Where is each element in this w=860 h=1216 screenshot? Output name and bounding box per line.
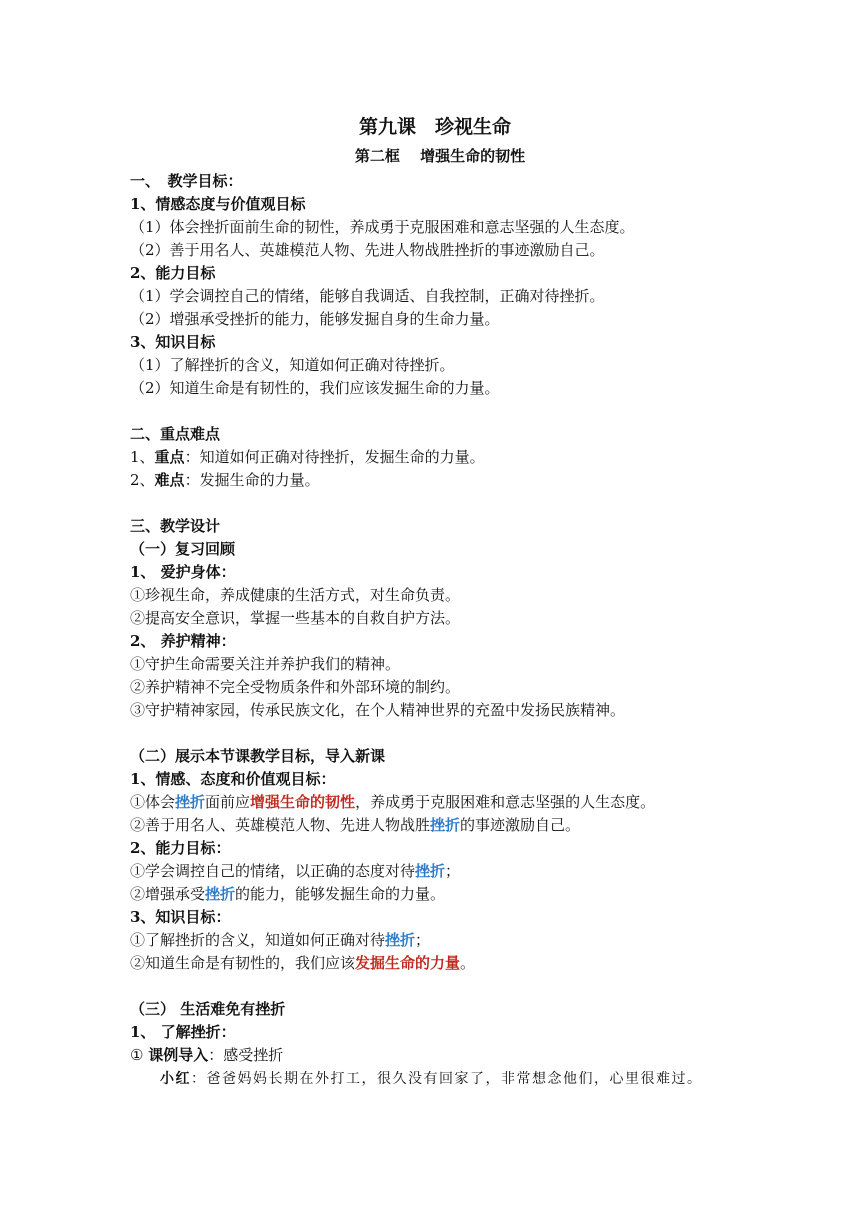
goal-item: （1）体会挫折面前生命的韧性，养成勇于克服困难和意志坚强的人生态度。 (130, 218, 635, 236)
text-run: 。 (460, 954, 476, 972)
key-point-line (130, 446, 750, 469)
goal-item: （2）善于用名人、英雄模范人物、先进人物战胜挫折的事迹激励自己。 (130, 241, 605, 259)
section-heading-goals: 一、 教学目标： (130, 172, 243, 190)
section-heading-design: 三、教学设计 (130, 517, 221, 535)
speaker-quote: ：爸爸妈妈长期在外打工，很久没有回家了，非常想念他们，心里很难过。 (191, 1071, 703, 1087)
case-number: ① (130, 1046, 144, 1064)
difficulty-text: ：发掘生命的力量。 (184, 471, 320, 489)
case-intro-line (130, 1044, 750, 1067)
subsection-life-setbacks: （三） 生活难免有挫折 (130, 1000, 286, 1018)
text-run: ； (445, 862, 461, 880)
key-point-text: ：知道如何正确对待挫折，发掘生命的力量。 (184, 448, 485, 466)
speaker-name: 小红 (160, 1071, 191, 1087)
review-item: ①守护生命需要关注并养护我们的精神。 (130, 655, 401, 673)
difficulty-label: 难点 (154, 471, 185, 489)
goal-heading-ability: 2、能力目标 (130, 264, 216, 282)
show-heading-knowledge: 3、知识目标： (130, 908, 231, 926)
show-item (130, 791, 750, 814)
key-point-prefix: 1、 (130, 448, 155, 466)
goal-item: （1）学会调控自己的情绪，能够自我调适、自我控制，正确对待挫折。 (130, 287, 605, 305)
review-item: ②养护精神不完全受物质条件和外部环境的制约。 (130, 678, 461, 696)
show-heading-emotion: 1、情感、态度和价值观目标： (130, 770, 336, 788)
text-run: ①学会调控自己的情绪，以正确的态度对待 (130, 862, 416, 880)
goal-item: （2）增强承受挫折的能力，能够发掘自身的生命力量。 (130, 310, 500, 328)
review-heading-spirit: 2、 养护精神： (130, 632, 236, 650)
review-item: ①珍视生命，养成健康的生活方式，对生命负责。 (130, 586, 461, 604)
lesson-title: 第九课 珍视生命 (358, 116, 511, 138)
highlight-red: 发掘生命的力量 (355, 954, 461, 972)
key-point-label: 重点 (154, 448, 185, 466)
highlight-red: 增强生命的韧性 (250, 793, 356, 811)
show-item (130, 814, 750, 837)
review-item: ②提高安全意识，掌握一些基本的自救自护方法。 (130, 609, 461, 627)
show-item (130, 860, 750, 883)
review-heading-body: 1、 爱护身体： (130, 563, 236, 581)
case-label: 课例导入 (148, 1046, 209, 1064)
goal-heading-knowledge: 3、知识目标 (130, 333, 216, 351)
case-dialog (130, 1067, 750, 1091)
text-run: 的事迹激励自己。 (460, 816, 581, 834)
highlight-blue: 挫折 (430, 816, 461, 834)
text-run: ； (415, 931, 431, 949)
text-run: 的能力，能够发掘生命的力量。 (235, 885, 446, 903)
text-run: 面前应 (205, 793, 251, 811)
subsection-review: （一）复习回顾 (130, 540, 236, 558)
highlight-blue: 挫折 (175, 793, 206, 811)
section-heading-key-points: 二、重点难点 (130, 425, 221, 443)
text-run: ①体会 (130, 793, 176, 811)
difficulty-prefix: 2、 (130, 471, 155, 489)
show-item (130, 952, 750, 975)
life-heading-understand: 1、 了解挫折： (130, 1023, 236, 1041)
subsection-show-goals: （二）展示本节课教学目标，导入新课 (130, 747, 386, 765)
show-item (130, 883, 750, 906)
show-item (130, 929, 750, 952)
text-run: ，养成勇于克服困难和意志坚强的人生态度。 (355, 793, 656, 811)
highlight-blue: 挫折 (205, 885, 236, 903)
text-run: ②知道生命是有韧性的，我们应该 (130, 954, 356, 972)
case-text: ：感受挫折 (208, 1046, 284, 1064)
highlight-blue: 挫折 (385, 931, 416, 949)
text-run: ②善于用名人、英雄模范人物、先进人物战胜 (130, 816, 431, 834)
highlight-blue: 挫折 (415, 862, 446, 880)
difficulty-line (130, 469, 750, 492)
review-item: ③守护精神家园，传承民族文化，在个人精神世界的充盈中发扬民族精神。 (130, 701, 626, 719)
goal-heading-emotion: 1、情感态度与价值观目标 (130, 195, 306, 213)
goal-item: （2）知道生命是有韧性的，我们应该发掘生命的力量。 (130, 379, 500, 397)
text-run: ②增强承受 (130, 885, 206, 903)
goal-item: （1）了解挫折的含义，知道如何正确对待挫折。 (130, 356, 455, 374)
lesson-subtitle: 第二框 增强生命的韧性 (354, 147, 526, 165)
show-heading-ability: 2、能力目标： (130, 839, 231, 857)
text-run: ①了解挫折的含义，知道如何正确对待 (130, 931, 386, 949)
